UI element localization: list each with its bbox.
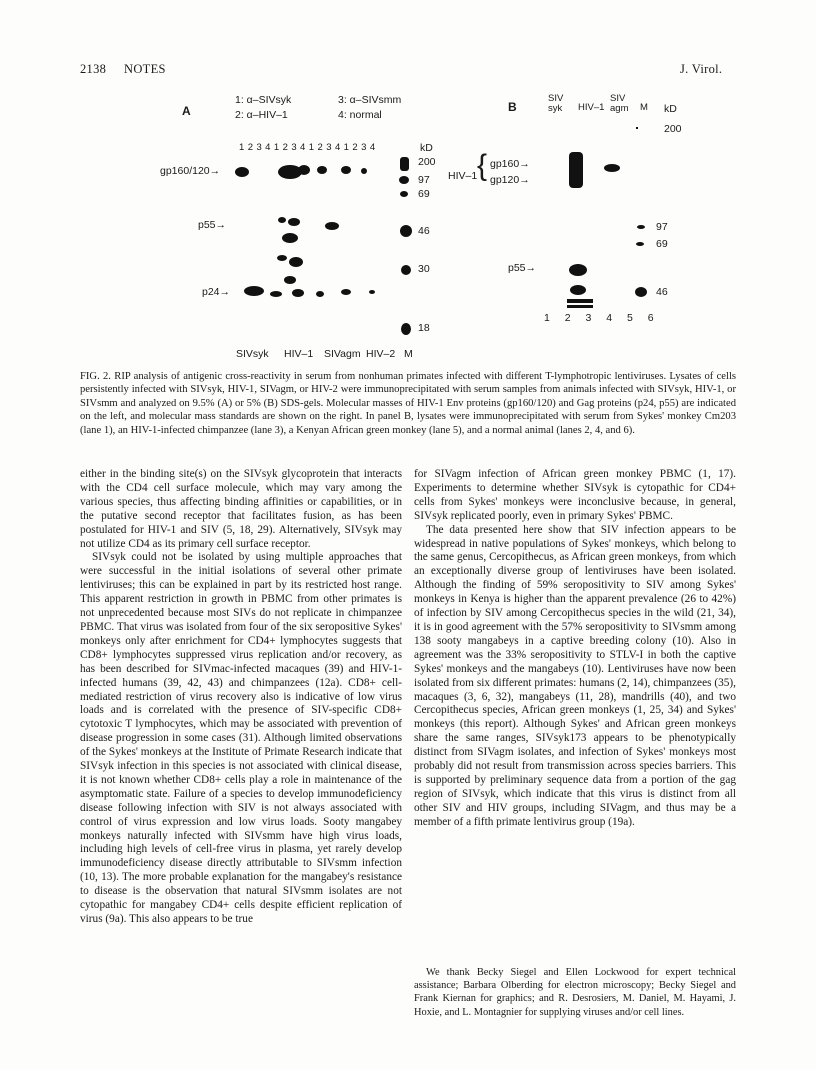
panel-b-marker-69: 69 — [656, 238, 668, 250]
section-title: NOTES — [124, 62, 166, 76]
figure-caption — [80, 370, 736, 437]
band — [235, 167, 249, 177]
col-label-sivsyk: SIV syk — [548, 93, 564, 114]
page-number: 2138 — [80, 62, 107, 76]
col-label-sivagm: SIV agm — [610, 93, 629, 114]
label-gp160: gp160→ — [490, 158, 530, 170]
acknowledgment — [414, 966, 736, 1019]
band — [270, 291, 282, 297]
caption-text: RIP analysis of antigenic cross-reactivity in serum from nonhuman primates infected with different T-lymphotropic lentiviruses. Lysates of cells persistently infected with SIVsyk, HIV-1, SIVagm, or HIV-2 were immunoprecipitated with serum samples from animals infected with SIVsyk, HIV-1, or SIVsmm and analyzed on 9.5% (A) or 5% (B) SDS-gels. Molecular masses of HIV-1 Env proteins (gp160/120) and Gag proteins (p24, p55) are indicated on the left, and molecular mass standards are shown on the right. In panel B, lysates were immunoprecipitated with serum from Sykes' monkey Cm203 (lane 1), an HIV-1-infected chimpanzee (lane 3), a Kenyan African green monkey (lane 5), and a normal animal (lanes 2, 4, and 6). — [80, 371, 737, 436]
band — [569, 264, 587, 276]
gel-image — [0, 0, 816, 370]
label-hiv1-b: HIV–1 — [448, 170, 478, 182]
figure-2 — [0, 0, 816, 370]
marker-band — [401, 265, 411, 275]
col-label-hiv1: HIV–1 — [578, 102, 605, 113]
band — [361, 168, 367, 174]
legend-item-4: 4: normal — [338, 109, 382, 121]
band — [278, 217, 286, 223]
label-gp160-120: gp160/120→ — [160, 165, 221, 177]
marker-46: 46 — [418, 225, 430, 237]
band — [317, 166, 327, 174]
legend-item-1: 1: α–SIVsyk — [235, 94, 292, 106]
paragraph: SIVsyk could not be isolated by using multiple approaches that were successful in the initial isolations of several other primate lentiviruses; this can be explained in part by its restricted host range. This apparent restriction in growth in PBMC from other primates is not unprecedented because most SIVs do not replicate in chimpanzee PBMC. That virus was isolated from four of the six seropositive Sykes' monkeys only after enrichment for CD4+ lymphocytes suggests that CD8+ lymphocytes suppressed virus replication and/or recovery, as has been described for SIVmac-infected macaques (39) and HIV-1-infected humans (39, 42, 43) and chimpanzees (12a). CD8+ cell-mediated restriction of virus recovery also is indicative of low virus loads and is correlated with the presence of SIV-specific CD8+ cytotoxic T lymphocytes, which may be associated with prevention of disease progression in some cases (31). Although limited observations of the Sykes' monkeys at the Institute of Primate Research indicate that SIVsyk infection in this species is not associated with clinical disease, it is not known whether CD8+ cells play a role in maintenance of the asymptomatic state. Failure of a species to develop immunodeficiency disease following infection with SIV is not always associated with control of virus expression and low virus loads. Sooty mangabey monkeys naturally infected with SIVsmm have high virus loads, including high levels of cell-free virus in plasma, yet rarely develop immunodeficiency disease directly attributable to SIVsmm infection (10, 13). The more probable explanation for the mangabey's resistance to disease is the observation that natural SIVsmm isolates are not cytopathic for mangabey CD4+ cells despite efficient replication of virus (9a). This also appears to be true — [80, 551, 402, 925]
col-label-m: M — [640, 102, 648, 113]
band — [316, 291, 324, 297]
group-label-sivsyk: SIVsyk — [236, 348, 269, 360]
panel-b-letter: B — [508, 100, 517, 114]
panel-a-lane-numbers: 1 2 3 4 1 2 3 4 1 2 3 4 1 2 3 4 — [239, 142, 376, 153]
label-p55: p55→ — [198, 219, 227, 231]
band — [284, 276, 296, 284]
brace: { — [477, 149, 488, 182]
label-gp120: gp120→ — [490, 174, 530, 186]
marker-band — [637, 225, 645, 229]
marker-band — [399, 176, 409, 184]
legend-item-2: 2: α–HIV–1 — [235, 109, 288, 121]
band — [288, 218, 300, 226]
marker-30: 30 — [418, 263, 430, 275]
panel-b-bands — [567, 127, 647, 308]
group-label-hiv2: HIV–2 — [366, 348, 396, 360]
band — [298, 165, 310, 175]
marker-band — [401, 323, 411, 335]
band — [569, 152, 583, 188]
panel-b-marker-200: 200 — [664, 123, 682, 135]
band — [278, 165, 302, 179]
label-p55-b: p55→ — [508, 262, 537, 274]
group-label-m: M — [404, 348, 413, 360]
band — [341, 289, 351, 295]
marker-band — [400, 191, 408, 197]
legend-item-3: 3: α–SIVsmm — [338, 94, 402, 106]
band — [325, 222, 339, 230]
band — [567, 305, 593, 308]
band — [369, 290, 375, 294]
paragraph: The data presented here show that SIV infection appears to be widespread in native populations of Sykes' monkeys, which belong to the same genus, Cercopithecus, as African green monkeys, from which an exceptionally diverse group of lentiviruses have been isolated. Although the finding of 59% seropositivity to SIV among Sykes' monkeys in Kenya is higher than the apparent prevalence (26 to 42%) of infection by SIV among Cercopithecus species in the wild (21, 34), it is in good agreement with the 57% seropositivity to SIVsmm among 138 sooty mangabeys in a captive breeding colony (10). Also in agreement was the 33% seropositivity to STLV-I in both the captive Sykes' monkeys and the mangabeys (10). Lentiviruses have now been isolated from six different primates: humans (2, 14), chimpanzees (35), macaques (3, 6, 32), mangabeys (11, 28), mandrills (40), and two Cercopithecus species, African green monkeys (1, 25, 34) and Sykes' monkeys (this report). Although Sykes' and African green monkeys share the same ranges, SIVsyk173 appears to be phenotypically distinct from SIVagm isolates, and infection of Sykes' monkeys most probably did not result from transmission across species barriers. This is supported by preliminary sequence data from a portion of the gag region of SIVsyk, which indicate that this virus is distinct from all other SIV and HIV groups, including SIVagm, and thus may be a member of a fifth primate lentivirus group (19a). — [414, 523, 736, 828]
group-label-sivagm: SIVagm — [324, 348, 361, 360]
marker-band — [400, 157, 409, 171]
marker-18: 18 — [418, 322, 430, 334]
marker-band — [635, 287, 647, 297]
paragraph: for SIVagm infection of African green monkey PBMC (1, 17). Experiments to determine whether SIVsyk is cytopathic for CD4+ cells from Sykes' monkeys were inconclusive because, in general, SIVsyk replicated poorly, even in primary Sykes' PBMC. — [414, 468, 736, 522]
panel-b-marker-97: 97 — [656, 221, 668, 233]
left-column — [80, 468, 402, 927]
band — [292, 289, 304, 297]
right-column — [414, 468, 736, 830]
band — [282, 233, 298, 243]
label-p24: p24→ — [202, 286, 231, 298]
acknowledgment-text: We thank Becky Siegel and Ellen Lockwood for expert technical assistance; Barbara Olberding for electron microscopy; Becky Siegel and Frank Kiernan for graphics; and R. Desrosiers, M. Daniel, M. Hayami, J. Hoxie, and L. Montagnier for supplying viruses and/or cell lines. — [414, 967, 736, 1018]
panel-b-marker-46: 46 — [656, 286, 668, 298]
marker-band — [636, 242, 644, 246]
band — [604, 164, 620, 172]
panel-b-lane-numbers: 1 2 3 4 5 6 — [544, 312, 660, 324]
marker-band — [400, 225, 412, 237]
band — [567, 299, 593, 303]
paragraph: either in the binding site(s) on the SIVsyk glycoprotein that interacts with the CD4 cell surface molecule, which may vary among the various species, thus affecting binding affinities or capabilities, or in the putative second receptor that facilitates fusion, as has been postulated for HIV-1 and SIV (5, 18, 29). Alternatively, SIVsyk may not utilize CD4 as its primary cell surface receptor. — [80, 468, 402, 550]
panel-a-bands — [235, 157, 412, 335]
band — [277, 255, 287, 261]
marker-69: 69 — [418, 188, 430, 200]
band — [289, 257, 303, 267]
marker-200: 200 — [418, 156, 436, 168]
marker-97: 97 — [418, 174, 430, 186]
caption-lead: FIG. 2. — [80, 371, 111, 382]
group-label-hiv1: HIV–1 — [284, 348, 314, 360]
panel-b-kd-label: kD — [664, 103, 677, 115]
journal-name: J. Virol. — [680, 62, 723, 76]
band — [244, 286, 264, 296]
panel-a-kd-label: kD — [420, 142, 433, 154]
marker-band — [636, 127, 638, 129]
panel-a-letter: A — [182, 104, 191, 118]
band — [570, 285, 586, 295]
band — [341, 166, 351, 174]
